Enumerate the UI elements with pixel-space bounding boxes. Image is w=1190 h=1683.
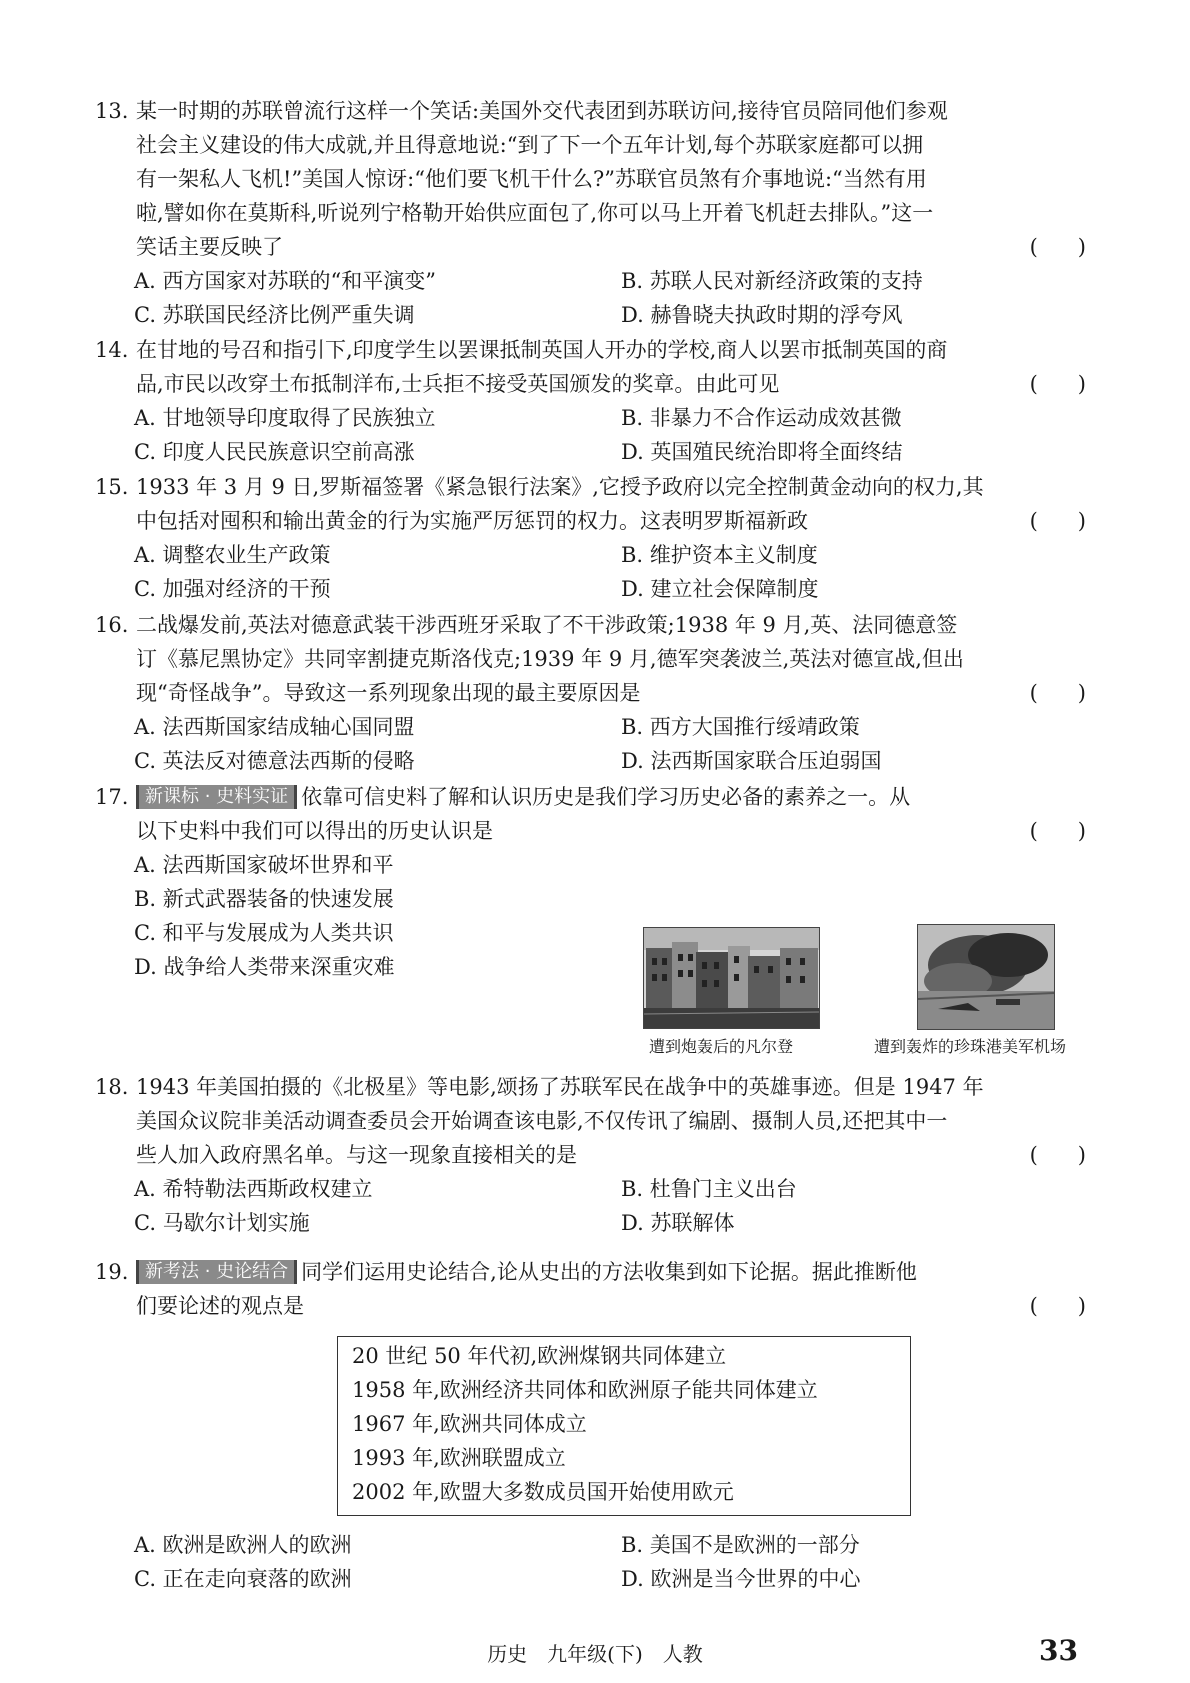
pearl-harbor-photo xyxy=(917,924,1055,1030)
answer-bracket: ( ) xyxy=(1029,681,1086,705)
option-d: D. 法西斯国家联合压迫弱国 xyxy=(621,749,882,773)
question-number: 17. xyxy=(95,785,129,809)
question-text-line: 以下史料中我们可以得出的历史认识是 xyxy=(136,819,493,843)
evidence-box xyxy=(337,1336,911,1516)
option-a: A. 调整农业生产政策 xyxy=(134,543,331,567)
option-d: D. 战争给人类带来深重灾难 xyxy=(134,955,395,979)
question-number: 18. xyxy=(95,1075,129,1099)
evidence-line: 20 世纪 50 年代初,欧洲煤钢共同体建立 xyxy=(352,1344,727,1368)
option-a: A. 法西斯国家结成轴心国同盟 xyxy=(134,715,415,739)
option-c: C. 印度人民民族意识空前高涨 xyxy=(134,440,415,464)
option-c: C. 英法反对德意法西斯的侵略 xyxy=(134,749,415,773)
question-text-line: 笑话主要反映了 xyxy=(136,235,283,259)
question-text-line: 啦,譬如你在莫斯科,听说列宁格勒开始供应面包了,你可以马上开着飞机赶去排队。”这一 xyxy=(136,201,934,225)
question-text-line: 某一时期的苏联曾流行这样一个笑话:美国外交代表团到苏联访问,接待官员陪同他们参观 xyxy=(136,99,948,123)
page-footer: 历史 九年级(下) 人教 xyxy=(487,1642,703,1666)
question-number: 16. xyxy=(95,613,129,637)
answer-bracket: ( ) xyxy=(1029,1294,1086,1318)
page-number: 33 xyxy=(1039,1634,1078,1667)
question-text-line: 有一架私人飞机!”美国人惊讶:“他们要飞机干什么?”苏联官员煞有介事地说:“当然有用 xyxy=(136,167,927,191)
answer-bracket: ( ) xyxy=(1029,509,1086,533)
question-text-line: 美国众议院非美活动调查委员会开始调查该电影,不仅传讯了编剧、摄制人员,还把其中一 xyxy=(136,1109,948,1133)
question-text-line: 1933 年 3 月 9 日,罗斯福签署《紧急银行法案》,它授予政府以完全控制黄金动向的权力,其 xyxy=(136,475,984,499)
option-a: A. 甘地领导印度取得了民族独立 xyxy=(134,406,436,430)
option-b: B. 西方大国推行绥靖政策 xyxy=(621,715,860,739)
question-text-line: 1943 年美国拍摄的《北极星》等电影,颂扬了苏联军民在战争中的英雄事迹。但是 1947 年 xyxy=(136,1075,984,1099)
question-number: 13. xyxy=(95,99,129,123)
verdun-ruins-photo xyxy=(643,927,820,1029)
question-tag: 新考法 · 史论结合 xyxy=(136,1260,297,1284)
option-d: D. 苏联解体 xyxy=(621,1211,735,1235)
question-number: 14. xyxy=(95,338,129,362)
evidence-line: 1967 年,欧洲共同体成立 xyxy=(352,1412,587,1436)
option-c: C. 马歇尔计划实施 xyxy=(134,1211,310,1235)
evidence-line: 1958 年,欧洲经济共同体和欧洲原子能共同体建立 xyxy=(352,1378,818,1402)
question-text-line: 二战爆发前,英法对德意武装干涉西班牙采取了不干涉政策;1938 年 9 月,英、法同德意签 xyxy=(136,613,958,637)
evidence-line: 2002 年,欧盟大多数成员国开始使用欧元 xyxy=(352,1480,734,1504)
question-text-line: 品,市民以改穿土布抵制洋布,士兵拒不接受英国颁发的奖章。由此可见 xyxy=(136,372,780,396)
question-text-line: 们要论述的观点是 xyxy=(136,1294,304,1318)
question-number: 19. xyxy=(95,1260,129,1284)
question-text-line: 中包括对囤积和输出黄金的行为实施严厉惩罚的权力。这表明罗斯福新政 xyxy=(136,509,808,533)
option-b: B. 杜鲁门主义出台 xyxy=(621,1177,797,1201)
option-a: A. 欧洲是欧洲人的欧洲 xyxy=(134,1533,352,1557)
option-d: D. 欧洲是当今世界的中心 xyxy=(621,1567,861,1591)
option-b: B. 新式武器装备的快速发展 xyxy=(134,887,394,911)
answer-bracket: ( ) xyxy=(1029,1143,1086,1167)
option-d: D. 建立社会保障制度 xyxy=(621,577,819,601)
question-text-line: 同学们运用史论结合,论从史出的方法收集到如下论据。据此推断他 xyxy=(301,1260,917,1284)
answer-bracket: ( ) xyxy=(1029,372,1086,396)
photo-caption-pearl-harbor: 遭到轰炸的珍珠港美军机场 xyxy=(874,1037,1067,1056)
question-text-line: 些人加入政府黑名单。与这一现象直接相关的是 xyxy=(136,1143,577,1167)
option-d: D. 英国殖民统治即将全面终结 xyxy=(621,440,903,464)
question-number: 15. xyxy=(95,475,129,499)
question-text-line: 现“奇怪战争”。导致这一系列现象出现的最主要原因是 xyxy=(136,681,641,705)
option-c: C. 加强对经济的干预 xyxy=(134,577,331,601)
question-text-line: 依靠可信史料了解和认识历史是我们学习历史必备的素养之一。从 xyxy=(301,785,911,809)
question-text-line: 订《慕尼黑协定》共同宰割捷克斯洛伐克;1939 年 9 月,德军突袭波兰,英法对德宣战,但出 xyxy=(136,647,964,671)
option-c: C. 和平与发展成为人类共识 xyxy=(134,921,394,945)
answer-bracket: ( ) xyxy=(1029,819,1086,843)
option-b: B. 维护资本主义制度 xyxy=(621,543,818,567)
option-b: B. 苏联人民对新经济政策的支持 xyxy=(621,269,923,293)
option-a: A. 西方国家对苏联的“和平演变” xyxy=(134,269,436,293)
option-a: A. 希特勒法西斯政权建立 xyxy=(134,1177,373,1201)
evidence-line: 1993 年,欧洲联盟成立 xyxy=(352,1446,566,1470)
option-d: D. 赫鲁晓夫执政时期的浮夸风 xyxy=(621,303,903,327)
photo-caption-verdun: 遭到炮轰后的凡尔登 xyxy=(649,1037,794,1056)
option-c: C. 正在走向衰落的欧洲 xyxy=(134,1567,352,1591)
question-text-line: 在甘地的号召和指引下,印度学生以罢课抵制英国人开办的学校,商人以罢市抵制英国的商 xyxy=(136,338,948,362)
option-b: B. 美国不是欧洲的一部分 xyxy=(621,1533,860,1557)
question-tag: 新课标 · 史料实证 xyxy=(136,785,297,809)
option-c: C. 苏联国民经济比例严重失调 xyxy=(134,303,415,327)
option-a: A. 法西斯国家破坏世界和平 xyxy=(134,853,394,877)
option-b: B. 非暴力不合作运动成效甚微 xyxy=(621,406,902,430)
answer-bracket: ( ) xyxy=(1029,235,1086,259)
question-text-line: 社会主义建设的伟大成就,并且得意地说:“到了下一个五年计划,每个苏联家庭都可以拥 xyxy=(136,133,924,157)
